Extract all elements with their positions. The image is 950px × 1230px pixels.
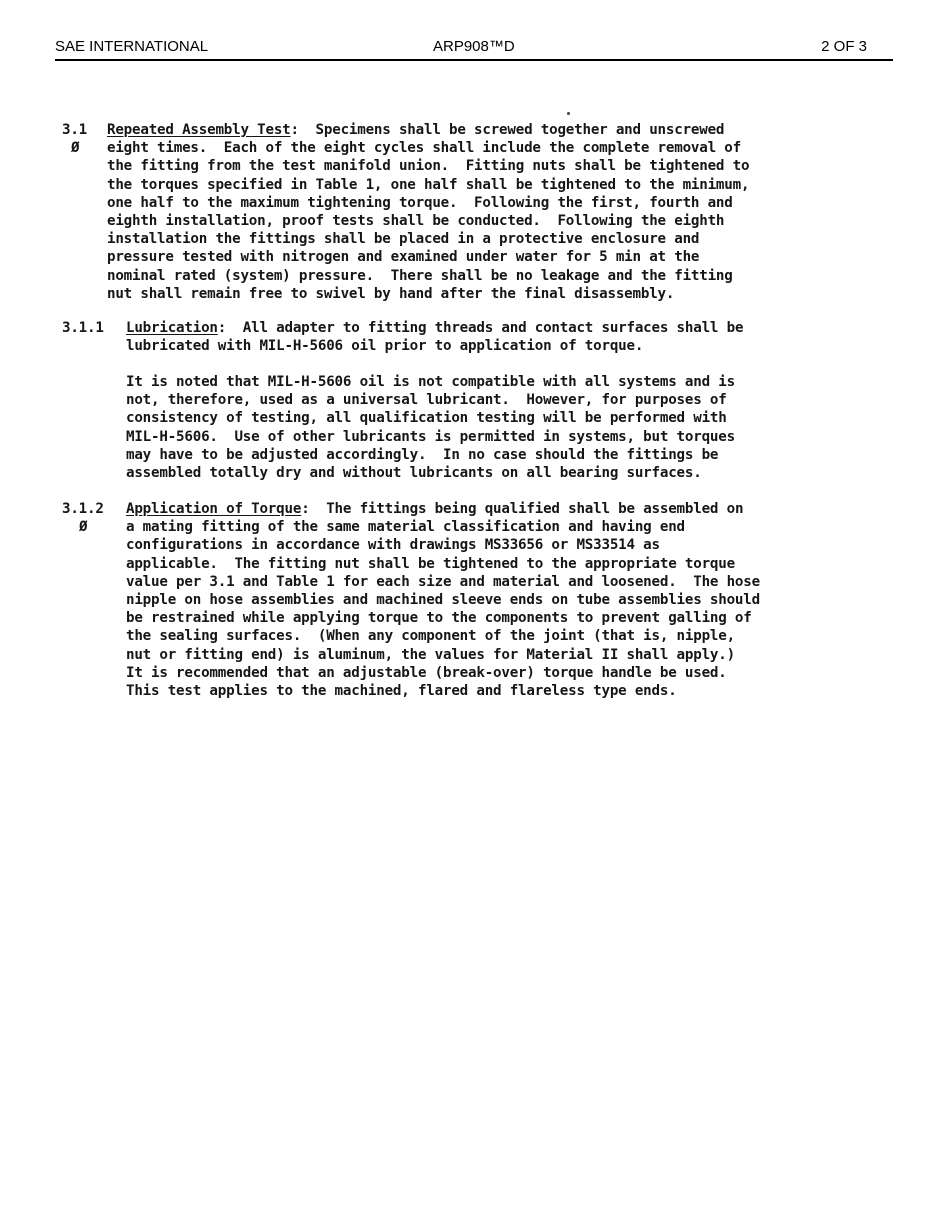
text-line: the torques specified in Table 1, one half shall be tightened to the minimum, [107, 176, 750, 193]
note-paragraph [126, 373, 846, 482]
section-heading: Repeated Assembly Test [107, 122, 291, 138]
revision-mark: Ø [71, 140, 80, 157]
text-line: eight times. Each of the eight cycles shall include the complete removal of [107, 140, 741, 157]
section-heading: Lubrication [126, 320, 218, 336]
section-number: 3.1 [62, 122, 88, 138]
section-body [126, 500, 866, 700]
text-line: It is recommended that an adjustable (break-over) torque handle be used. [126, 664, 727, 681]
text-line: the fitting from the test manifold union. Fitting nuts shall be tightened to [107, 158, 750, 175]
header-page-number: 2 OF 3 [821, 38, 867, 55]
text-line: eighth installation, proof tests shall be conducted. Following the eighth [107, 213, 725, 230]
text-line: nut or fitting end) is aluminum, the values for Material II shall apply.) [126, 646, 735, 663]
text-line: lubricated with MIL-H-5606 oil prior to application of torque. [126, 338, 644, 355]
section-first-line [126, 319, 846, 337]
text-line: configurations in accordance with drawings MS33656 or MS33514 as [126, 537, 660, 554]
section-first-line-text: : The fittings being qualified shall be assembled on [301, 501, 744, 517]
section-first-line [126, 500, 866, 518]
section-number: 3.1.1 [62, 320, 104, 336]
section-first-line-text: : Specimens shall be screwed together and unscrewed [290, 122, 725, 138]
text-line: be restrained while applying torque to the components to prevent galling of [126, 610, 752, 627]
section-body [126, 319, 846, 355]
text-line: nipple on hose assemblies and machined sleeve ends on tube assemblies should [126, 592, 760, 609]
text-line: nominal rated (system) pressure. There shall be no leakage and the fitting [107, 267, 733, 284]
text-line: applicable. The fitting nut shall be tightened to the appropriate torque [126, 555, 735, 572]
text-line: It is noted that MIL-H-5606 oil is not compatible with all systems and is [126, 374, 735, 390]
section-first-line [107, 121, 827, 139]
section-first-line-text: : All adapter to fitting threads and contact surfaces shall be [217, 320, 744, 336]
text-line: pressure tested with nitrogen and examined under water for 5 min at the [107, 249, 700, 266]
text-line: value per 3.1 and Table 1 for each size and material and loosened. The hose [126, 573, 760, 590]
header-document-number: ARP908™D [433, 38, 515, 55]
revision-mark: Ø [79, 519, 88, 536]
text-line: assembled totally dry and without lubricants on all bearing surfaces. [126, 465, 702, 482]
section-body [107, 121, 827, 303]
text-line: one half to the maximum tightening torque. Following the first, fourth and [107, 194, 733, 211]
text-line: This test applies to the machined, flared and flareless type ends. [126, 683, 677, 700]
text-line: not, therefore, used as a universal lubricant. However, for purposes of [126, 392, 727, 409]
scan-speck [567, 112, 570, 115]
text-line: MIL-H-5606. Use of other lubricants is permitted in systems, but torques [126, 428, 735, 445]
text-line: may have to be adjusted accordingly. In no case should the fittings be [126, 446, 719, 463]
text-line: the sealing surfaces. (When any component of the joint (that is, nipple, [126, 628, 735, 645]
text-line: nut shall remain free to swivel by hand after the final disassembly. [107, 285, 675, 302]
text-line: installation the fittings shall be placed in a protective enclosure and [107, 231, 700, 248]
text-line: a mating fitting of the same material classification and having end [126, 519, 685, 536]
page-header [55, 36, 893, 61]
text-line: consistency of testing, all qualification testing will be performed with [126, 410, 727, 427]
section-heading: Application of Torque [126, 501, 302, 517]
header-organization: SAE INTERNATIONAL [55, 38, 209, 55]
section-number: 3.1.2 [62, 501, 104, 517]
